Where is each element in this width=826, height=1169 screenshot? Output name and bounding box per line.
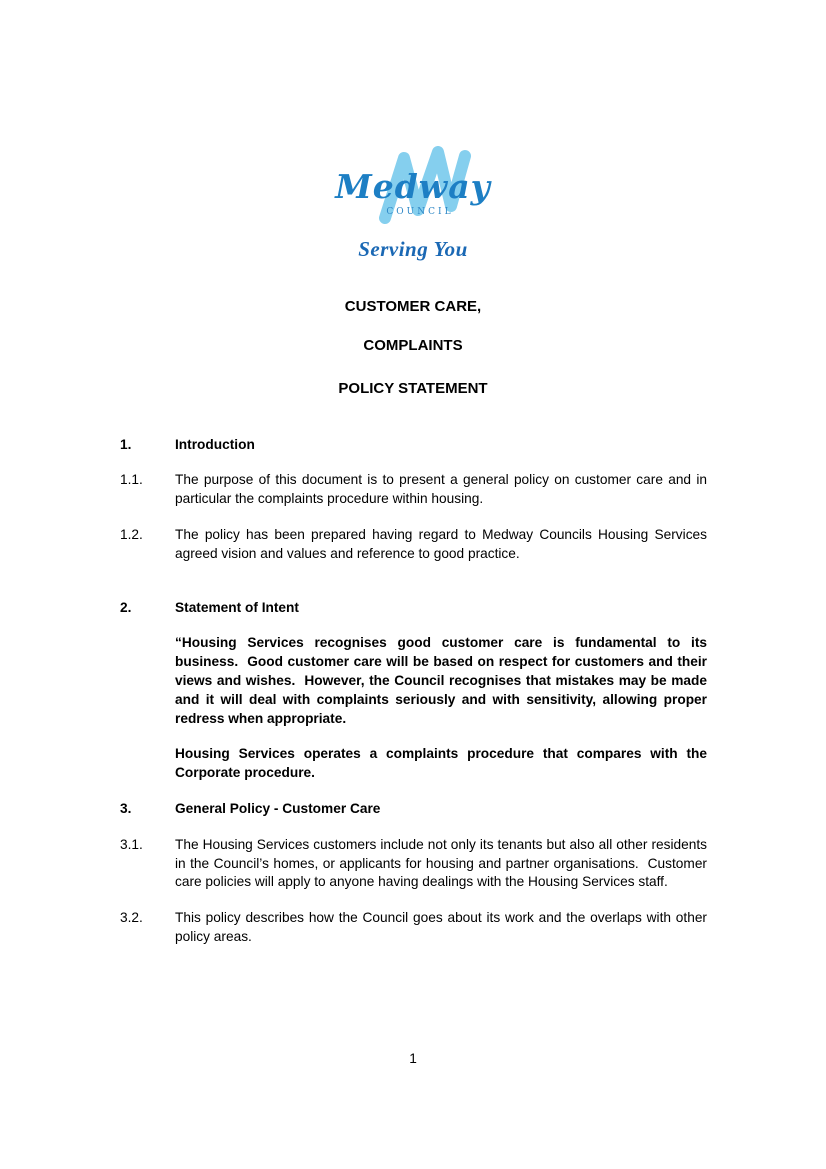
section-heading-text: Introduction: [175, 436, 255, 452]
section-heading-text: Statement of Intent: [175, 599, 299, 615]
section-heading: [120, 800, 707, 819]
section-heading: [120, 599, 707, 618]
document-body: [120, 436, 707, 947]
section: [120, 436, 707, 564]
medway-logo-graphic: [328, 146, 498, 226]
paragraph-number: 1.1.: [120, 472, 143, 488]
logo-subbrand-text: COUNCIL: [386, 207, 454, 217]
paragraph-number: 1.2.: [120, 526, 143, 542]
paragraph: [120, 634, 707, 728]
section-heading: [120, 436, 707, 455]
paragraph-text: The policy has been prepared having regard to Medway Councils Housing Services agreed vision and values and reference to good practice.: [175, 526, 707, 561]
section-number: 2.: [120, 599, 132, 615]
section-number: 3.: [120, 800, 132, 816]
paragraph: [120, 745, 707, 783]
paragraph-text: This policy describes how the Council goes about its work and the overlaps with other policy areas.: [175, 910, 707, 944]
paragraph: [120, 836, 707, 892]
paragraph-text: “Housing Services recognises good customer care is fundamental to its business. Good customer care will be based on respect for customers and their views and wishes. However, the Council recognises that mistakes may be made and it will deal with complaints seriously and with sensitivity, allowing proper redress when appropriate.: [175, 635, 707, 726]
title-line-2: COMPLAINTS: [363, 336, 463, 354]
paragraph-text: The Housing Services customers include not only its tenants but also all other residents in the Council’s homes, or applicants for housing and partner organisations. Customer care policies will apply to anyone having dealings with the Housing Services staff.: [175, 836, 707, 890]
paragraph: [120, 526, 707, 564]
medway-council-logo: [0, 0, 826, 259]
paragraph: [120, 471, 707, 509]
section: [120, 581, 707, 783]
paragraph-number: 3.1.: [120, 836, 143, 852]
logo-tagline: Serving You: [358, 236, 468, 261]
page-number: 1: [409, 1051, 417, 1066]
paragraph: [120, 909, 707, 947]
paragraph-number: 3.2.: [120, 910, 143, 926]
section-number: 1.: [120, 436, 132, 452]
title-line-1: CUSTOMER CARE,: [344, 297, 482, 315]
section-heading-text: General Policy - Customer Care: [175, 800, 381, 816]
paragraph-text: Housing Services operates a complaints procedure that compares with the Corporate procedure.: [175, 746, 707, 781]
document-title-block: [0, 299, 826, 396]
title-line-3: POLICY STATEMENT: [338, 379, 488, 397]
logo-brand-text: Medway: [335, 167, 491, 206]
paragraph-text: The purpose of this document is to present a general policy on customer care and in particular the complaints procedure within housing.: [175, 472, 707, 507]
section: [120, 800, 707, 947]
